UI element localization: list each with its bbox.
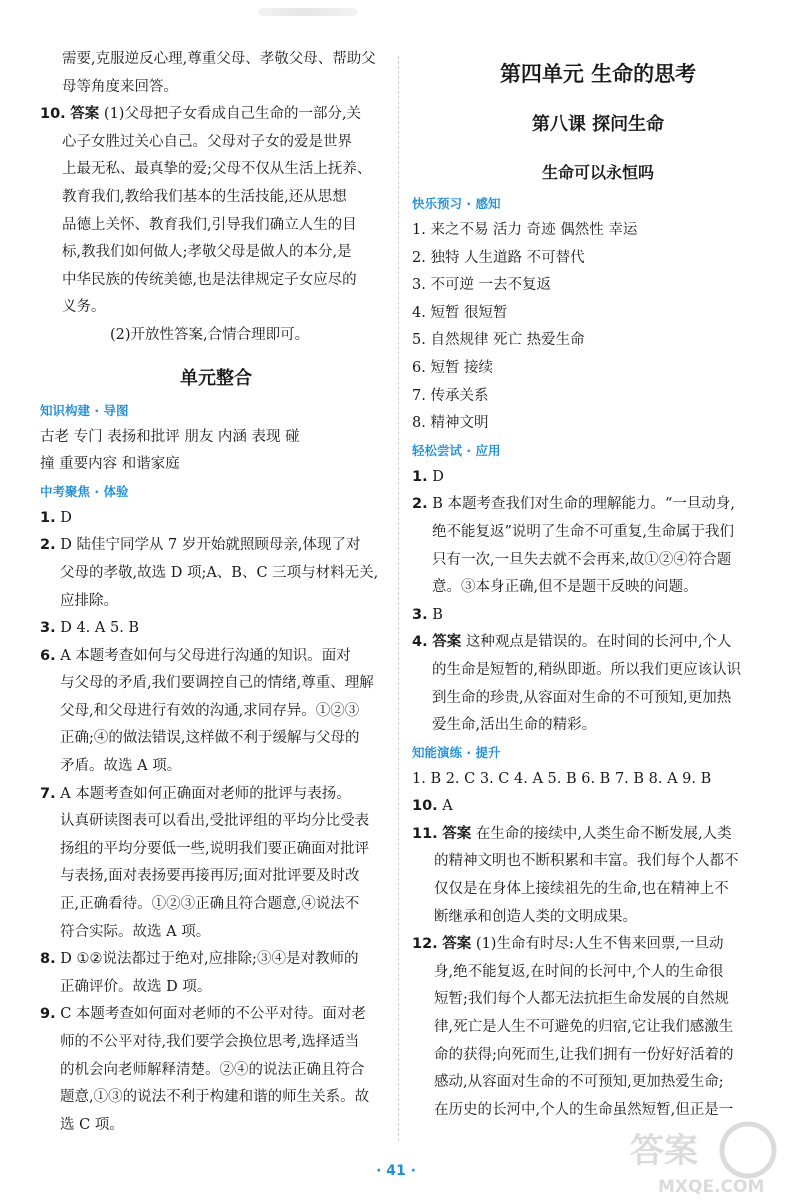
- answer-item: [412, 931, 784, 959]
- question-number: 9.: [40, 1006, 56, 1023]
- answer-item: [412, 793, 784, 821]
- question-number: 1.: [40, 509, 56, 526]
- text-line: 选 C 项。: [60, 1116, 124, 1133]
- text-line: 正确评价。故选 D 项。: [60, 978, 212, 995]
- preview-item: 2. 独特 人生道路 不可替代: [412, 249, 585, 266]
- subsection-title: 生命可以永恒吗: [541, 163, 654, 182]
- svg-text:答案: 答案: [630, 1131, 698, 1171]
- answer-item: [40, 615, 392, 643]
- answer-text: (1)生命有时尽:人生不售来回票,一旦动: [475, 936, 724, 953]
- question-10: [40, 101, 392, 129]
- answer-item: [412, 629, 784, 657]
- answer-text: A 本题考查如何正确面对老师的批评与表扬。: [60, 785, 351, 802]
- text-line: 义务。: [62, 299, 106, 316]
- answer-text: B 本题考查我们对生命的理解能力。“一旦动身,: [432, 496, 736, 513]
- section-tag: 知识构建 · 导图: [40, 402, 129, 418]
- text-line: 认真研读图表可以看出,受批评组的平均分比受表: [60, 813, 370, 830]
- answer-item: [40, 781, 392, 809]
- text-line: 上最无私、最真挚的爱;父母不仅从生活上抚养、: [62, 161, 372, 178]
- text-line: 意。③本身正确,但不是题干反映的问题。: [432, 579, 698, 596]
- preview-item: 4. 短暂 很短暂: [412, 304, 508, 321]
- text-line: 仅仅是在身体上接续祖先的生命,也在精神上不: [434, 881, 729, 898]
- text-line: 父母的孝敬,故选 D 项;A、B、C 三项与材料无关,: [60, 564, 379, 581]
- text-line: 感动,从容面对生命的不可预知,更加热爱生命;: [434, 1074, 724, 1091]
- text-line: 题意,①③的说法不利于构建和谐的师生关系。故: [60, 1089, 370, 1106]
- right-column: [412, 46, 784, 1124]
- svg-text:MXQE.COM: MXQE.COM: [658, 1177, 765, 1197]
- text-line: 教育我们,教给我们基本的生活技能,还从思想: [62, 188, 347, 205]
- text-line: 师的不公平对待,我们要学会换位思考,选择适当: [60, 1034, 360, 1050]
- question-number: 2.: [412, 496, 428, 513]
- answer-text: A: [442, 798, 453, 815]
- preview-item: 7. 传承关系: [412, 387, 489, 404]
- text-line: (2)开放性答案,合情合理即可。: [110, 326, 310, 343]
- text-line: 正确;④的做法错误,这样做不利于缓解与父母的: [60, 730, 360, 747]
- scan-smudge: [258, 8, 358, 16]
- answer-list: [40, 505, 392, 1140]
- preview-item: 8. 精神文明: [412, 415, 489, 432]
- text-line: 只有一次,一旦失去就不会再来,故①②④符合题: [432, 551, 732, 568]
- text-line: 到生命的珍贵,从容面对生命的不可预知,更加热: [432, 689, 732, 706]
- column-divider: [398, 56, 399, 1141]
- text-line: 与父母的矛盾,我们要调控自己的情绪,尊重、理解: [60, 675, 374, 692]
- answer-label: 答案: [432, 634, 462, 651]
- answer-label: 答案: [70, 106, 100, 123]
- question-number: 3.: [412, 606, 428, 623]
- question-number: 10.: [40, 106, 66, 123]
- text-line: 母等角度来回答。: [62, 78, 178, 95]
- text-line: 符合实际。故选 A 项。: [60, 923, 211, 940]
- answer-label: 答案: [442, 936, 472, 953]
- text-line: 中华民族的传统美德,也是法律规定子女应尽的: [62, 271, 357, 288]
- text-line: 律,死亡是人生不可避免的归宿,它让我们感激生: [434, 1019, 734, 1036]
- text-line: 应排除。: [60, 592, 118, 609]
- answer-text: 这种观点是错误的。在时间的长河中,个人: [465, 634, 732, 651]
- lesson-title: 第八课 探问生命: [531, 114, 665, 135]
- question-number: 11.: [412, 825, 438, 842]
- answer-list: [412, 464, 784, 740]
- text-line: 绝不能复返”说明了生命不可重复,生命属于我们: [432, 523, 735, 540]
- answer-text: B: [432, 606, 443, 623]
- answer-item: [40, 643, 392, 671]
- text-line: 命的获得;向死而生,让我们拥有一份好好活着的: [434, 1046, 734, 1063]
- question-number: 10.: [412, 798, 438, 815]
- text-line: 需要,克服逆反心理,尊重父母、孝敬父母、帮助父: [62, 51, 376, 67]
- answer-item: [412, 464, 784, 492]
- question-number: 4.: [412, 634, 428, 651]
- text-line: 短暂;我们每个人都无法抗拒生命发展的自然规: [434, 991, 729, 1008]
- answer-text: 1. B 2. C 3. C 4. A 5. B 6. B 7. B 8. A 9. B: [412, 770, 712, 787]
- text-line: 在历史的长河中,个人的生命虽然短暂,但正是一: [434, 1101, 734, 1118]
- answer-item: [412, 602, 784, 630]
- section-tag: 中考聚焦 · 体验: [40, 483, 129, 499]
- section-title: 单元整合: [180, 367, 252, 389]
- answer-item: [40, 532, 392, 560]
- answer-text: D ①②说法都过于绝对,应排除;③④是对教师的: [60, 951, 359, 968]
- question-number: 2.: [40, 537, 56, 554]
- question-number: 3.: [40, 620, 56, 637]
- question-number: 1.: [412, 468, 428, 485]
- text-line: 与表扬,面对表扬要再接再厉;面对批评要及时改: [60, 868, 360, 885]
- text-line: 爱生命,活出生命的精彩。: [432, 717, 597, 734]
- unit-title: 第四单元 生命的思考: [499, 62, 697, 86]
- answer-item: [40, 505, 392, 533]
- left-column: [40, 46, 392, 1139]
- preview-item: 5. 自然规律 死亡 热爱生命: [412, 332, 585, 349]
- answer-label: 答案: [442, 825, 472, 842]
- answer-text: (1)父母把子女看成自己生命的一部分,关: [103, 106, 362, 123]
- question-number: 8.: [40, 951, 56, 968]
- answer-text: D: [60, 509, 72, 526]
- text-line: 标,教我们如何做人;孝敬父母是做人的本分,是: [62, 244, 352, 261]
- text-line: 断继承和创造人类的文明成果。: [434, 908, 637, 925]
- text-line: 矛盾。故选 A 项。: [60, 758, 182, 775]
- answer-text: A 本题考查如何与父母进行沟通的知识。面对: [60, 647, 351, 664]
- section-tag: 轻松尝试 · 应用: [412, 442, 501, 458]
- text-line: 古老 专门 表扬和批评 朋友 内涵 表现 碰: [40, 428, 300, 445]
- preview-item: 3. 不可逆 一去不复返: [412, 277, 552, 294]
- answer-text: D 陆佳宁同学从 7 岁开始就照顾母亲,体现了对: [60, 537, 361, 554]
- answer-text: C 本题考查如何面对老师的不公平对待。面对老: [60, 1006, 366, 1023]
- preview-item: 1. 来之不易 活力 奇迹 偶然性 幸运: [412, 222, 638, 238]
- text-line: 的生命是短暂的,稍纵即逝。所以我们更应该认识: [432, 661, 742, 678]
- answer-text: 在生命的接续中,人类生命不断发展,人类: [475, 825, 732, 842]
- answer-item: [40, 1001, 392, 1029]
- answer-text: D: [432, 468, 444, 485]
- answer-item: [412, 766, 784, 794]
- text-line: 品德上关怀、教育我们,引导我们确立人生的目: [62, 216, 357, 233]
- section-tag: 知能演练 · 提升: [412, 744, 501, 760]
- page-number: · 41 ·: [376, 1163, 416, 1179]
- answer-item: [412, 821, 784, 849]
- section-tag: 快乐预习 · 感知: [412, 196, 501, 211]
- answer-text: D 4. A 5. B: [60, 620, 140, 637]
- answer-item: [412, 491, 784, 519]
- answer-list: [412, 766, 784, 1125]
- answer-item: [40, 946, 392, 974]
- text-line: 正,正确看待。①②③正确且符合题意,④说法不: [60, 896, 360, 913]
- preview-item: 6. 短暂 接续: [412, 359, 494, 376]
- text-line: 扬组的平均分要低一些,说明我们要正确面对批评: [60, 840, 370, 857]
- text-line: 心子女胜过关心自己。父母对子女的爱是世界: [62, 133, 352, 150]
- text-line: 撞 重要内容 和谐家庭: [40, 456, 180, 473]
- text-line: 父母,和父母进行有效的沟通,求同存异。①②③: [60, 702, 360, 719]
- question-number: 12.: [412, 936, 438, 953]
- question-number: 6.: [40, 647, 56, 664]
- text-line: 身,绝不能复返,在时间的长河中,个人的生命很: [434, 963, 724, 980]
- watermark-logo: [620, 1110, 790, 1198]
- text-line: 的精神文明也不断积累和丰富。我们每个人都不: [434, 853, 739, 870]
- text-line: 的机会向老师解释清楚。②④的说法正确且符合: [60, 1061, 365, 1078]
- question-number: 7.: [40, 785, 56, 802]
